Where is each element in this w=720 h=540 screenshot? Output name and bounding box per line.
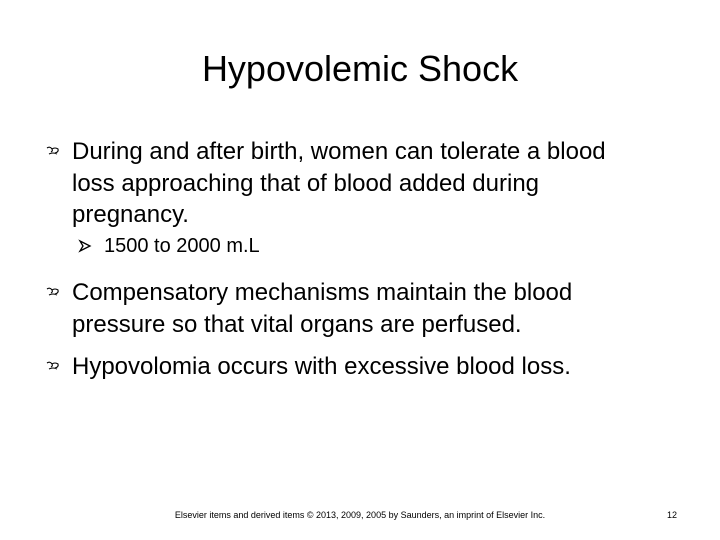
bullet-text: During and after birth, women can tolerate a blood loss approaching that of blood added during pregnancy. <box>72 138 606 228</box>
footer-copyright: Elsevier items and derived items © 2013, 2009, 2005 by Saunders, an imprint of Elsevier Inc. <box>174 510 546 520</box>
bullet-text: Hypovolomia occurs with excessive blood loss. <box>72 353 571 380</box>
sub-bullet-text: 1500 to 2000 m.L <box>104 235 260 257</box>
bullet-item <box>46 351 666 383</box>
page-number: 12 <box>666 510 677 520</box>
flourish-bullet-icon <box>46 361 60 371</box>
footer <box>0 508 720 522</box>
bullet-item <box>46 136 666 231</box>
sub-bullet-item <box>78 232 260 260</box>
slide-title: Hypovolemic Shock <box>201 48 519 89</box>
arrow-bullet-icon <box>78 239 92 253</box>
flourish-bullet-icon <box>46 146 60 156</box>
flourish-bullet-icon <box>46 287 60 297</box>
bullet-item <box>46 277 666 340</box>
bullet-text: Compensatory mechanisms maintain the blood pressure so that vital organs are perfused. <box>72 279 573 338</box>
